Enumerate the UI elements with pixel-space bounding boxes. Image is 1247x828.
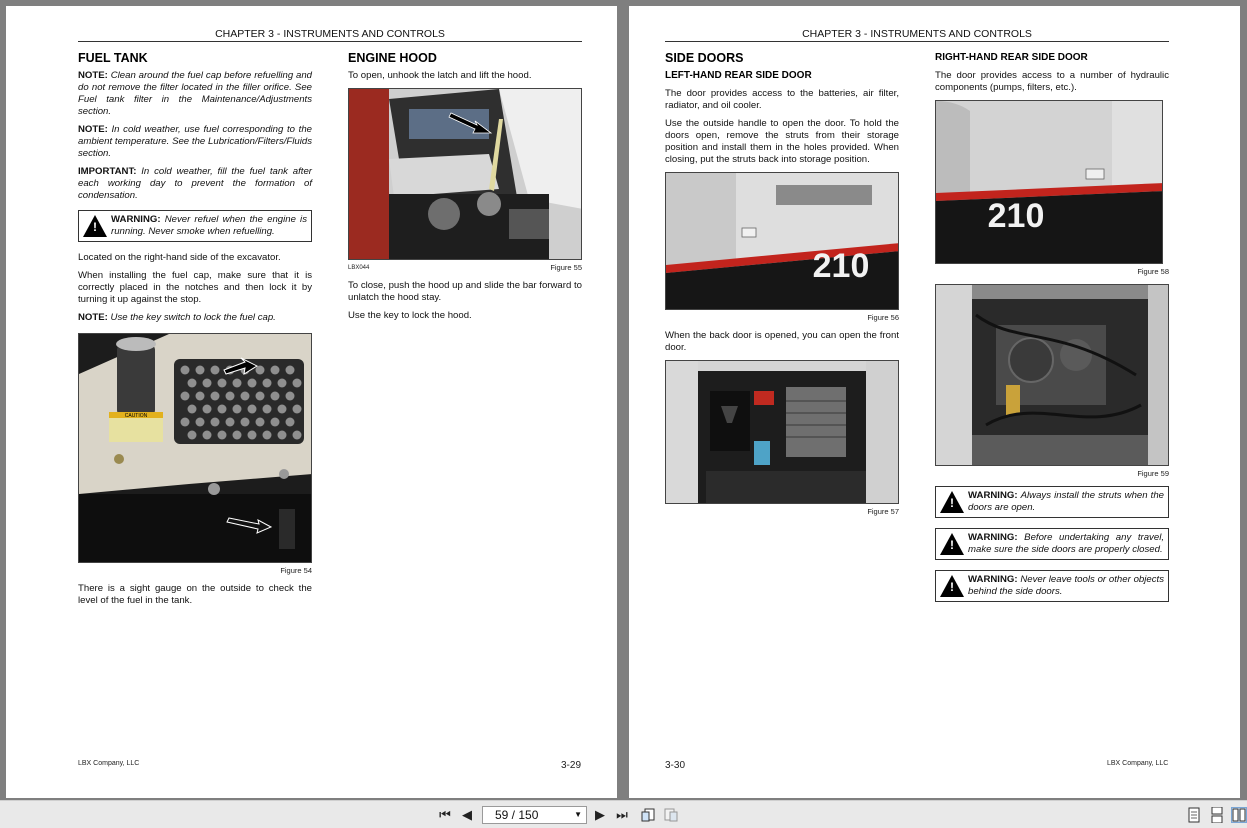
model-number-210: 210	[987, 197, 1045, 235]
fuel-tank-column	[78, 52, 312, 613]
paragraph: To open, unhook the latch and lift the hood.	[348, 70, 532, 81]
warning-box: ! WARNING: Never leave tools or other objects behind the side doors.	[935, 570, 1169, 602]
footer-company: LBX Company, LLC	[78, 760, 140, 767]
page-3-29	[6, 6, 617, 798]
header-rule	[665, 41, 1169, 42]
warning-triangle-icon	[940, 491, 964, 513]
section-title-fuel-tank: FUEL TANK	[78, 51, 148, 65]
fuel-tank-illustration	[79, 334, 312, 563]
warning-triangle-icon	[940, 575, 964, 597]
warning-list	[935, 486, 1169, 602]
figure-caption: Figure 54	[280, 566, 312, 575]
section-title-engine-hood: ENGINE HOOD	[348, 51, 437, 65]
first-page-icon[interactable]: ⏮	[439, 807, 451, 822]
chevron-down-icon[interactable]: ▼	[574, 810, 582, 819]
engine-hood-column	[348, 52, 582, 328]
rh-door-illustration	[936, 101, 1163, 264]
model-number-210: 210	[812, 247, 870, 285]
prev-page-icon[interactable]: ◀	[462, 807, 472, 822]
rh-door-column	[935, 52, 1169, 612]
page-3-30	[629, 6, 1240, 798]
figure-caption: Figure 58	[1137, 267, 1169, 276]
figure-caption: Figure 59	[1137, 469, 1169, 478]
last-page-icon[interactable]: ⏭	[616, 807, 628, 822]
next-page-icon[interactable]: ▶	[595, 807, 605, 822]
paragraph: There is a sight gauge on the outside to check the level of the fuel in the tank.	[78, 583, 312, 606]
warning-triangle-icon	[83, 215, 107, 237]
viewer-toolbar	[0, 800, 1247, 828]
back-view-icon[interactable]	[640, 807, 656, 823]
figure-caption: Figure 57	[867, 507, 899, 516]
side-doors-column	[665, 52, 899, 524]
paragraph: The door provides access to a number of hydraulic components (pumps, filters, etc.).	[935, 70, 1169, 93]
paragraph: Located on the right-hand side of the excavator.	[78, 252, 281, 263]
engine-hood-illustration	[349, 89, 582, 260]
forward-view-icon[interactable]	[663, 807, 679, 823]
warning-box: ! WARNING: Always install the struts when the doors are open.	[935, 486, 1169, 518]
warning-box: ! WARNING: Never refuel when the engine is running. Never smoke when refuelling.	[78, 210, 312, 242]
rh-door-open-photo	[935, 284, 1169, 466]
paragraph: Use the outside handle to open the door. To hold the doors open, remove the struts from their storage position and install them in the holes provided. When closing, put the struts back into storage position.	[665, 118, 899, 165]
lh-door-photo	[665, 172, 899, 310]
two-page-icon[interactable]	[1231, 807, 1247, 823]
rh-door-open-illustration	[936, 285, 1169, 466]
chapter-header: CHAPTER 3 - INSTRUMENTS AND CONTROLS	[802, 28, 1032, 40]
chapter-header: CHAPTER 3 - INSTRUMENTS AND CONTROLS	[215, 28, 445, 40]
note-paragraph: NOTE: Clean around the fuel cap before refuelling and do not remove the filter located in the filler orifice. See Fuel tank filter in the Maintenance/Adjustments section.	[78, 70, 313, 117]
important-paragraph: IMPORTANT: In cold weather, fill the fuel tank after each working day to prevent the formation of condensation.	[78, 166, 312, 201]
section-title-side-doors: SIDE DOORS	[665, 51, 744, 65]
continuous-page-icon[interactable]	[1209, 807, 1225, 823]
subsection-title-rh-door: RIGHT-HAND REAR SIDE DOOR	[935, 52, 1088, 63]
single-page-icon[interactable]	[1186, 807, 1202, 823]
engine-hood-photo	[348, 88, 582, 260]
subsection-title-lh-door: LEFT-HAND REAR SIDE DOOR	[665, 70, 812, 81]
paragraph: The door provides access to the batteries, air filter, radiator, and oil cooler.	[665, 88, 899, 111]
figure-caption: LBX044 Figure 55	[348, 263, 582, 272]
lh-door-open-illustration	[666, 361, 899, 504]
note-paragraph: NOTE: Use the key switch to lock the fuel cap.	[78, 312, 276, 323]
header-rule	[78, 41, 582, 42]
fuel-tank-photo	[78, 333, 312, 563]
paragraph: To close, push the hood up and slide the bar forward to unlatch the hood stay.	[348, 280, 582, 303]
rh-door-photo	[935, 100, 1163, 264]
caution-label: CAUTION	[124, 413, 148, 419]
footer-page-number: 3-30	[665, 760, 686, 771]
paragraph: Use the key to lock the hood.	[348, 310, 472, 321]
paragraph: When installing the fuel cap, make sure that it is correctly placed in the notches and then lock it by turning it up against the stop.	[78, 270, 312, 305]
warning-triangle-icon	[940, 533, 964, 555]
page-number-input[interactable]: 59 / 150 ▼	[482, 806, 587, 824]
lh-door-illustration	[666, 173, 899, 310]
figure-caption: Figure 56	[867, 313, 899, 322]
warning-box: ! WARNING: Before undertaking any travel, make sure the side doors are properly closed.	[935, 528, 1169, 560]
footer-page-number: 3-29	[561, 760, 582, 771]
lh-door-open-photo	[665, 360, 899, 504]
note-paragraph: NOTE: In cold weather, use fuel corresponding to the ambient temperature. See the Lubrication/Filters/Fluids section.	[78, 124, 312, 159]
footer-company: LBX Company, LLC	[1107, 760, 1169, 767]
paragraph: When the back door is opened, you can open the front door.	[665, 330, 899, 353]
